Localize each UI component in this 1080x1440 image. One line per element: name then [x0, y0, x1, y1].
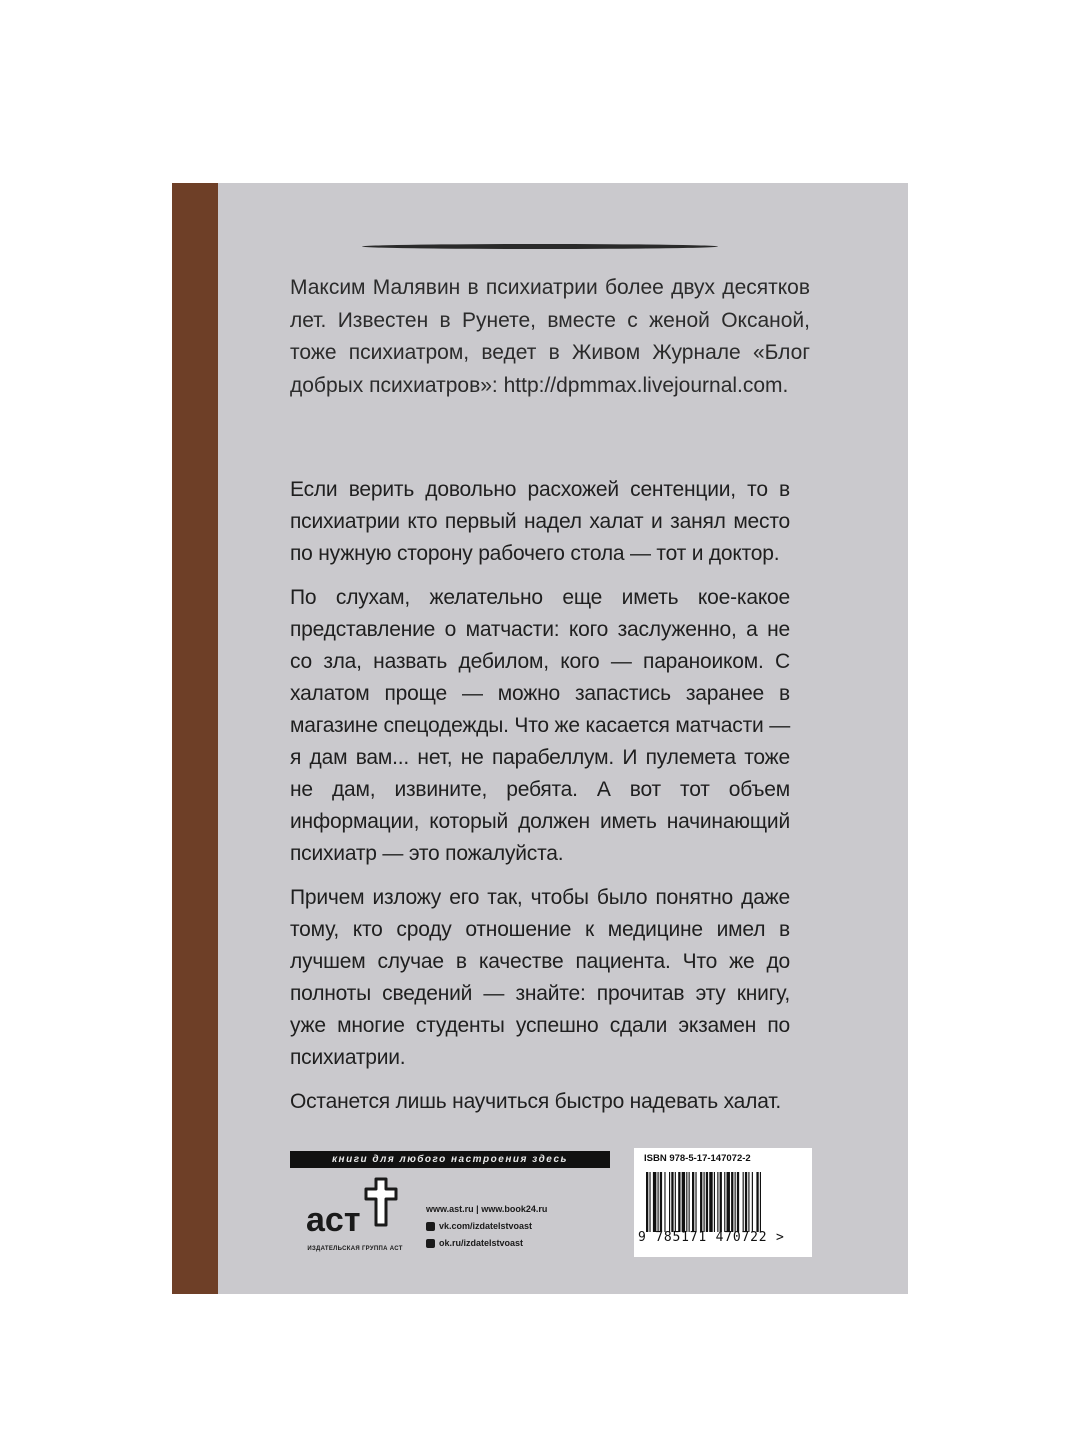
barcode-bar — [745, 1172, 747, 1232]
barcode-bar — [735, 1172, 736, 1232]
vk-link[interactable]: vk.com/izdatelstvoast — [439, 1221, 533, 1231]
barcode-bar — [649, 1172, 650, 1232]
barcode-bar — [760, 1172, 761, 1232]
barcode-bar — [689, 1172, 690, 1232]
barcode-bar — [752, 1172, 753, 1232]
barcode-bar — [686, 1172, 687, 1232]
blurb-paragraph: Если верить довольно расхожей сентенции, то в психиатрии кто первый надел халат и занял место по нужную сторону рабочего стола — тот и доктор. — [290, 478, 790, 565]
barcode-bar — [675, 1172, 676, 1232]
divider-rule — [362, 244, 718, 249]
isbn-label: ISBN 978-5-17-147072-2 — [644, 1153, 751, 1164]
barcode-bar — [714, 1172, 715, 1232]
barcode-bar — [671, 1172, 673, 1232]
author-bio: Максим Малявин в психиатрии более двух десятков лет. Известен в Рунете, вместе с женой Оксаной, тоже психиатром, ведет в Живом Журнале «Блог добрых психиатров»: http://dpmmax.livejournal.com. — [290, 276, 810, 397]
blurb-paragraph: По слухам, желательно еще иметь кое-какое представление о матчасти: кого заслуженно, а не со зла, назвать дебилом, кого — параноиком. С халатом проще — можно запастись заранее в магазине спецодежды. Что же касается матчасти — я дам вам... нет, не парабеллум. И пулемета тоже не дам, извините, ребята. А вот тот объем информации, который должен иметь начинающий психиатр — это пожалуйста. — [290, 586, 790, 865]
blurb-paragraph: Останется лишь научиться быстро надевать халат. — [290, 1090, 781, 1113]
barcode-bar — [646, 1172, 648, 1232]
websites-row — [426, 1201, 606, 1218]
social-row-vk — [426, 1218, 606, 1235]
barcode-bar — [727, 1172, 730, 1232]
barcode-bar — [678, 1172, 680, 1232]
barcode-bar — [669, 1172, 670, 1232]
barcode-bar — [704, 1172, 705, 1232]
barcode-bar — [720, 1172, 722, 1232]
barcode-bars — [646, 1172, 802, 1232]
barcode-bar — [660, 1172, 662, 1232]
barcode-bar — [709, 1172, 712, 1232]
book-blurb — [290, 474, 790, 1130]
barcode-bar — [756, 1172, 758, 1232]
publisher-tagline: книги для любого настроения здесь — [290, 1151, 610, 1168]
barcode-bar — [731, 1172, 733, 1232]
blurb-paragraph: Причем изложу его так, чтобы было понятно даже тому, кто сроду отношение к медицине имел в лучшем случае в качестве пациента. Что же до полноты сведений — знайте: прочитав эту книгу, уже многие студенты успешно сдали экзамен по психиатрии. — [290, 886, 790, 1069]
barcode-bar — [743, 1172, 744, 1232]
logo-cross-shape — [366, 1179, 396, 1225]
barcode-bar — [695, 1172, 696, 1232]
book-back-cover — [172, 183, 908, 1294]
barcode-digits: 9 785171 470722 > — [638, 1230, 785, 1245]
barcode-bar — [717, 1172, 718, 1232]
barcode-bar — [706, 1172, 708, 1232]
barcode-bar — [700, 1172, 702, 1232]
book-spine — [172, 183, 218, 1294]
websites-text[interactable]: www.ast.ru | www.book24.ru — [426, 1204, 548, 1214]
vk-icon — [426, 1222, 435, 1231]
social-row-ok — [426, 1235, 606, 1252]
publisher-logo — [298, 1173, 418, 1243]
publisher-caption: ИЗДАТЕЛЬСКАЯ ГРУППА АСТ — [307, 1246, 403, 1252]
barcode-bar — [724, 1172, 725, 1232]
barcode-bar — [692, 1172, 694, 1232]
barcode-bar — [664, 1172, 665, 1232]
barcode-bar — [658, 1172, 659, 1232]
barcode-bar — [748, 1172, 749, 1232]
ok-icon — [426, 1239, 435, 1248]
barcode-box — [634, 1148, 812, 1257]
barcode-bar — [682, 1172, 685, 1232]
barcode-bar — [737, 1172, 739, 1232]
barcode-bar — [653, 1172, 656, 1232]
publisher-links — [426, 1201, 606, 1252]
logo-text: аст — [306, 1201, 361, 1239]
ok-link[interactable]: ok.ru/izdatelstvoast — [439, 1238, 524, 1248]
